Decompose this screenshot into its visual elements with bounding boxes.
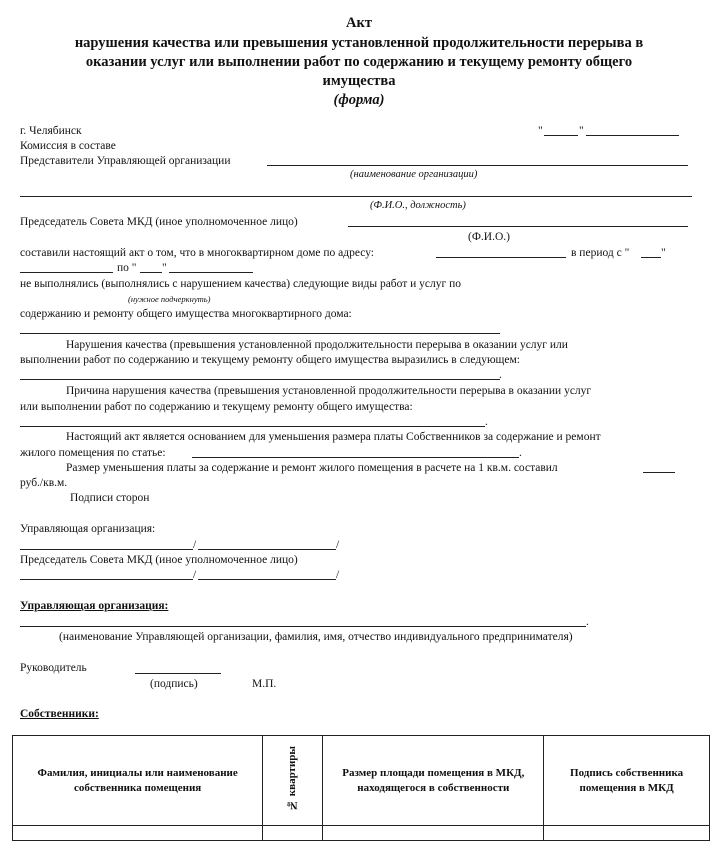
period-to-label: по ": [117, 262, 137, 274]
period-from-label: в период с ": [571, 247, 630, 259]
col-apartment-number: [263, 736, 323, 826]
owners-table: [12, 735, 710, 841]
owners-table-header: [13, 736, 710, 826]
chairman-label: Председатель Совета МКД (иное уполномоченное лицо): [20, 216, 298, 228]
address-text: составили настоящий акт о том, что в многоквартирном доме по адресу:: [20, 247, 375, 259]
period-from-day-field[interactable]: [641, 257, 661, 258]
mgmt-name-hint: (наименование Управляющей организации, фамилия, имя, отчество индивидуального предпринимателя): [59, 631, 573, 643]
area-cell[interactable]: [323, 826, 544, 841]
not-done-text: не выполнялись (выполнялись с нарушением качества) следующие виды работ и услуг по: [20, 278, 462, 290]
mgmt-section-title: Управляющая организация:: [20, 600, 169, 612]
date-quote-close: ": [579, 125, 584, 137]
works-field[interactable]: [20, 333, 500, 334]
period-to-month-field[interactable]: [169, 272, 253, 273]
basis-text-2: жилого помещения по статье:: [20, 447, 166, 459]
representatives-field-2[interactable]: [20, 196, 692, 197]
violations-text-2: выполнении работ по содержанию и текущему ремонту общего имущества выразились в следующем:: [20, 354, 520, 366]
violations-dot: .: [499, 369, 502, 381]
period-to-quote: ": [162, 262, 167, 274]
fio-position-hint: (Ф.И.О., должность): [370, 200, 466, 211]
signature-hint: (подпись): [150, 678, 198, 690]
sign-chairman-signature-field[interactable]: [20, 579, 193, 580]
document-subtitle-line-1: нарушения качества или превышения установленной продолжительности перерыва в: [74, 35, 644, 51]
owner-name-cell[interactable]: [13, 826, 263, 841]
document-form-label: (форма): [333, 92, 385, 108]
col-apartment-number-label: № квартиры: [286, 745, 299, 811]
sign-mgmt-label: Управляющая организация:: [20, 523, 156, 535]
signatures-heading: Подписи сторон: [70, 492, 150, 504]
sign-mgmt-slash-2: /: [336, 539, 340, 551]
maintenance-text: содержанию и ремонту общего имущества многоквартирного дома:: [20, 308, 352, 320]
representatives-label: Представители Управляющей организации: [20, 155, 231, 167]
owners-title: Собственники:: [20, 708, 99, 720]
chairman-field[interactable]: [348, 226, 688, 227]
address-field[interactable]: [436, 257, 566, 258]
date-month-field[interactable]: [586, 135, 679, 136]
head-signature-field[interactable]: [135, 673, 221, 674]
period-from-quote: ": [661, 247, 666, 259]
reduction-text-1: Размер уменьшения платы за содержание и ремонт жилого помещения в расчете на 1 кв.м. составил: [66, 462, 558, 474]
signature-cell[interactable]: [544, 826, 710, 841]
commission-label: Комиссия в составе: [20, 140, 116, 152]
document-subtitle-line-2: оказании услуг или выполнении работ по содержанию и текущему ремонту общего: [85, 54, 633, 70]
document-subtitle-line-3: имущества: [322, 73, 396, 89]
head-label: Руководитель: [20, 662, 87, 674]
reduction-text-2: руб./кв.м.: [20, 477, 68, 489]
sign-chairman-slash-1: /: [193, 569, 197, 581]
table-row: [13, 826, 710, 841]
sign-chairman-label: Председатель Совета МКД (иное уполномоченное лицо): [20, 554, 298, 566]
col-owner-name: Фамилия, инициалы или наименование собственника помещения: [13, 736, 263, 826]
mgmt-name-field[interactable]: [20, 626, 586, 627]
violations-field[interactable]: [20, 379, 500, 380]
sign-chairman-name-field[interactable]: [198, 579, 336, 580]
mgmt-name-dot: .: [586, 616, 589, 628]
document-title: Акт: [346, 15, 372, 31]
sign-mgmt-slash-1: /: [193, 539, 197, 551]
apartment-cell[interactable]: [263, 826, 323, 841]
basis-text-1: Настоящий акт является основанием для уменьшения размера платы Собственников за содержание и ремонт: [66, 431, 601, 443]
sign-chairman-slash-2: /: [336, 569, 340, 581]
date-quote-open: ": [538, 125, 543, 137]
reason-dot: .: [485, 416, 488, 428]
city-label: г. Челябинск: [20, 125, 82, 137]
violations-text-1: Нарушения качества (превышения установленной продолжительности перерыва в оказании услуг или: [66, 339, 568, 351]
sign-mgmt-name-field[interactable]: [198, 549, 336, 550]
fio-hint: (Ф.И.О.): [468, 231, 510, 243]
representatives-field[interactable]: [267, 165, 688, 166]
reason-text-1: Причина нарушения качества (превышения установленной продолжительности перерыва в оказании услуг: [66, 385, 592, 397]
date-day-field[interactable]: [544, 135, 578, 136]
reason-text-2: или выполнении работ по содержанию и текущему ремонту общего имущества:: [20, 401, 413, 413]
underline-hint: (нужное подчеркнуть): [128, 294, 211, 304]
article-field[interactable]: [192, 457, 519, 458]
article-dot: .: [519, 447, 522, 459]
stamp-label: М.П.: [252, 678, 277, 690]
sign-mgmt-signature-field[interactable]: [20, 549, 193, 550]
reduction-amount-field[interactable]: [643, 472, 675, 473]
org-name-hint: (наименование организации): [350, 169, 478, 180]
period-to-day-field[interactable]: [140, 272, 162, 273]
period-from-month-field[interactable]: [20, 272, 113, 273]
col-area: Размер площади помещения в МКД, находящегося в собственности: [323, 736, 544, 826]
reason-field[interactable]: [20, 426, 485, 427]
col-signature: Подпись собственника помещения в МКД: [544, 736, 710, 826]
